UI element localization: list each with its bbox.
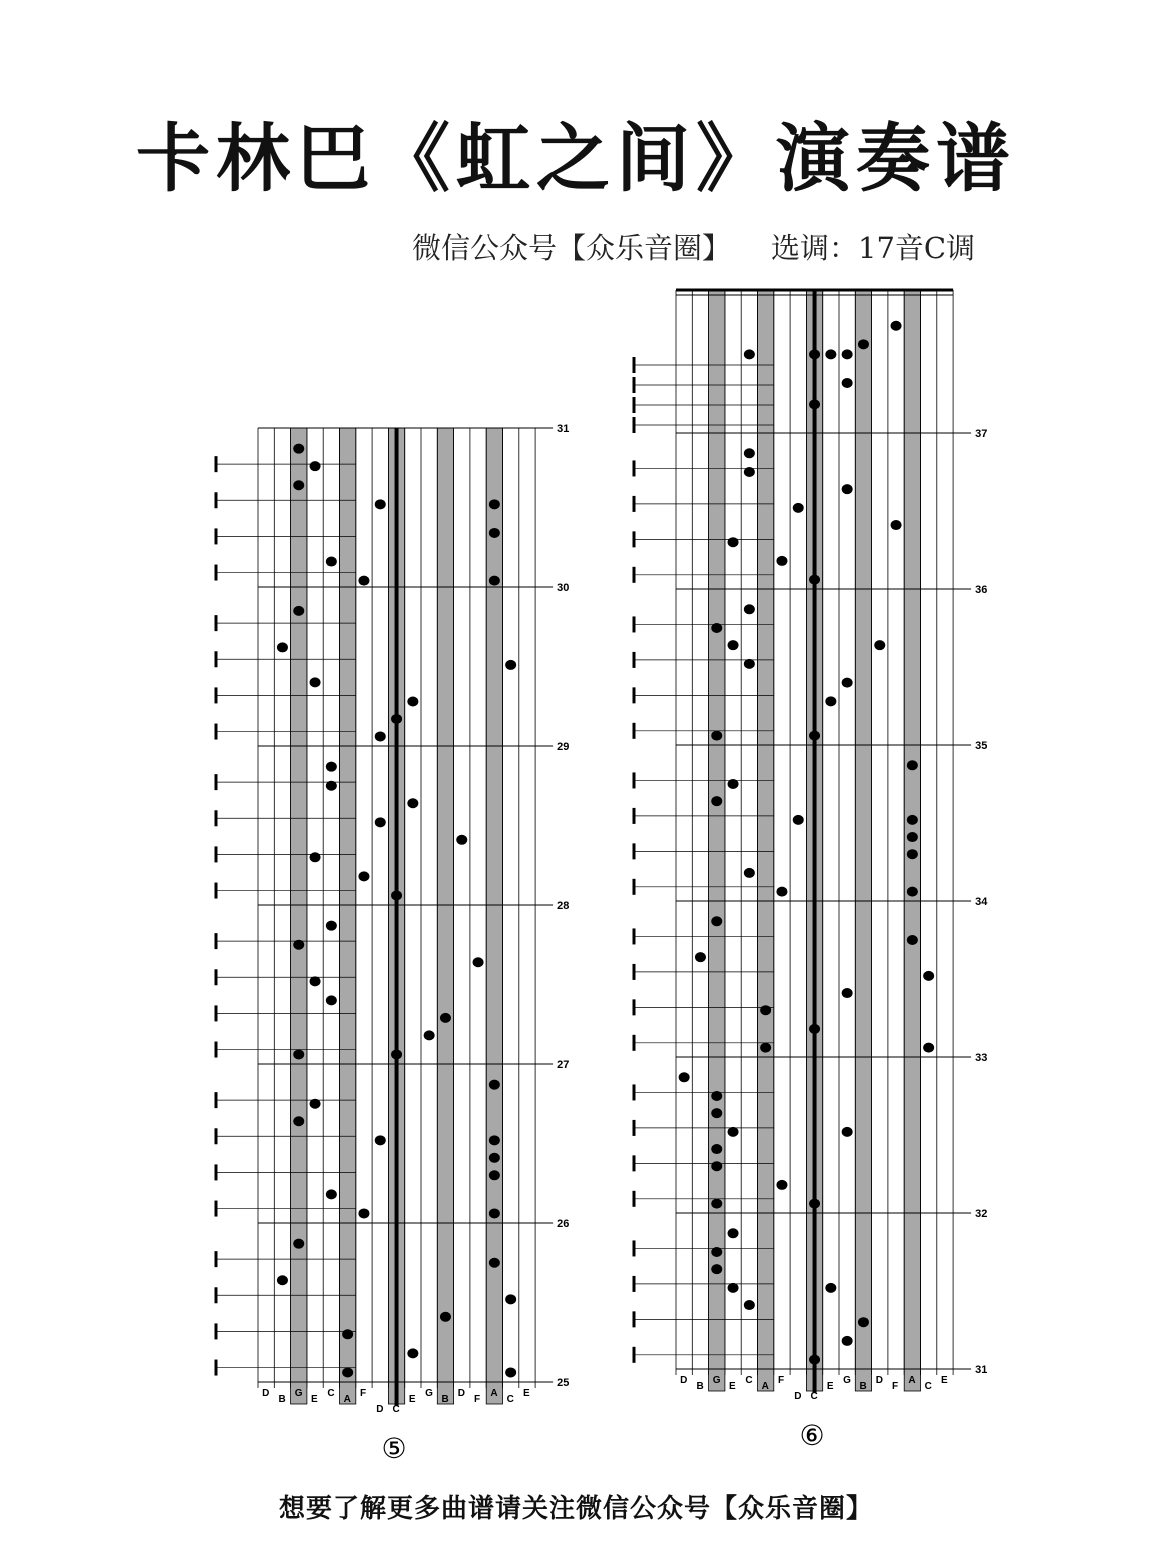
note (923, 971, 934, 981)
note (776, 1180, 787, 1190)
measure-number: 32 (975, 1208, 988, 1220)
note (326, 1189, 337, 1199)
page-title: 卡林巴《虹之间》演奏谱 (136, 116, 1016, 202)
key-label: E (826, 1381, 834, 1392)
note (489, 576, 500, 586)
note (728, 1283, 739, 1293)
note (858, 1317, 869, 1327)
note (310, 461, 321, 471)
note (744, 448, 755, 458)
tine-shade (486, 428, 502, 1404)
note (809, 1024, 820, 1034)
key-label: E (408, 1394, 416, 1405)
note (293, 480, 304, 490)
note (489, 1170, 500, 1180)
note (375, 731, 386, 741)
key-label: C (745, 1375, 753, 1386)
measure-number: 27 (557, 1059, 570, 1071)
note (858, 339, 869, 349)
note (473, 957, 484, 967)
note (326, 995, 337, 1005)
note (326, 921, 337, 931)
tine-shade (758, 290, 774, 1391)
note (711, 1247, 722, 1257)
note (489, 1135, 500, 1145)
note (293, 1116, 304, 1126)
key-label: A (908, 1375, 916, 1386)
note (891, 321, 902, 331)
note (407, 1348, 418, 1358)
note (375, 1135, 386, 1145)
measure-number: 26 (557, 1218, 570, 1230)
note (342, 1329, 353, 1339)
footer-note: 想要了解更多曲谱请关注微信公众号【众乐音圈】 (278, 1494, 873, 1524)
note (326, 781, 337, 791)
note (907, 760, 918, 770)
measure-number: 25 (557, 1377, 570, 1389)
kalimba-sheet-6 (634, 290, 988, 1452)
note (809, 575, 820, 585)
measure-number: 31 (975, 1364, 988, 1376)
key-label: E (522, 1388, 530, 1399)
key-label: F (777, 1375, 785, 1386)
note (342, 1367, 353, 1377)
key-label: G (712, 1375, 721, 1386)
key-label: C (924, 1381, 932, 1392)
sheet-number: ⑤ (381, 1432, 407, 1465)
note (825, 1283, 836, 1293)
key-label: C (392, 1404, 400, 1415)
note (277, 642, 288, 652)
note (711, 1199, 722, 1209)
note (711, 916, 722, 926)
measure-number: 36 (975, 584, 988, 596)
key-label: B (441, 1394, 449, 1405)
note (310, 976, 321, 986)
note (809, 1355, 820, 1365)
note (793, 815, 804, 825)
note (874, 640, 885, 650)
key-label: D (262, 1388, 270, 1399)
note (407, 798, 418, 808)
note (407, 696, 418, 706)
measure-number: 31 (557, 423, 570, 435)
note (711, 1091, 722, 1101)
key-label: C (327, 1388, 335, 1399)
key-label: E (729, 1381, 736, 1392)
note (310, 1099, 321, 1109)
note (358, 1208, 369, 1218)
note (695, 952, 706, 962)
tine-shade (291, 428, 307, 1404)
key-label: D (680, 1375, 688, 1386)
note (391, 714, 402, 724)
note (907, 832, 918, 842)
note (489, 1258, 500, 1268)
key-label: D (794, 1391, 802, 1402)
note (760, 1005, 771, 1015)
note (760, 1043, 771, 1053)
sheet-number: ⑥ (799, 1419, 825, 1452)
note (809, 731, 820, 741)
note (842, 988, 853, 998)
measure-number: 29 (557, 741, 570, 753)
note (744, 604, 755, 614)
key-label: D (457, 1388, 465, 1399)
note (358, 576, 369, 586)
key-label: F (892, 1381, 899, 1392)
note (293, 444, 304, 454)
note (744, 1300, 755, 1310)
measure-number: 37 (975, 428, 988, 440)
measure-number: 33 (975, 1052, 988, 1064)
note (793, 503, 804, 513)
note (728, 1127, 739, 1137)
tine-shade (709, 290, 725, 1391)
note (809, 399, 820, 409)
note (358, 871, 369, 881)
note (391, 1049, 402, 1059)
measure-number: 30 (557, 582, 570, 594)
note (440, 1013, 451, 1023)
note (711, 1264, 722, 1274)
note (728, 1228, 739, 1238)
note (440, 1312, 451, 1322)
note (744, 467, 755, 477)
key-label: B (278, 1394, 286, 1405)
note (744, 868, 755, 878)
note (728, 640, 739, 650)
note (424, 1030, 435, 1040)
note (505, 660, 516, 670)
note (776, 556, 787, 566)
tine-shade (437, 428, 453, 1404)
note (891, 520, 902, 530)
note (744, 349, 755, 359)
note (310, 677, 321, 687)
key-label: G (843, 1375, 851, 1386)
note (809, 349, 820, 359)
note (326, 557, 337, 567)
note (907, 849, 918, 859)
note (489, 1208, 500, 1218)
note (711, 1108, 722, 1118)
note (711, 1144, 722, 1154)
note (907, 935, 918, 945)
key-label: F (359, 1388, 367, 1399)
note (489, 528, 500, 538)
note (744, 659, 755, 669)
note (375, 499, 386, 509)
note (293, 1049, 304, 1059)
note (489, 1153, 500, 1163)
note (326, 762, 337, 772)
key-label: G (294, 1388, 303, 1399)
measure-number: 34 (975, 896, 988, 908)
note (489, 499, 500, 509)
note (293, 606, 304, 616)
note (293, 940, 304, 950)
key-label: A (343, 1394, 351, 1405)
key-label: D (875, 1375, 883, 1386)
note (842, 484, 853, 494)
note (505, 1294, 516, 1304)
tine-shade (340, 428, 356, 1404)
note (375, 817, 386, 827)
note (842, 1127, 853, 1137)
note (776, 887, 787, 897)
note (505, 1367, 516, 1377)
key-label: A (490, 1388, 498, 1399)
account-label: 微信公众号【众乐音圈】 (412, 231, 732, 265)
key-label: C (810, 1391, 818, 1402)
key-label: D (376, 1404, 384, 1415)
note (728, 779, 739, 789)
note (679, 1072, 690, 1082)
note (809, 1199, 820, 1209)
note (842, 678, 853, 688)
key-label: 选调：17音C调 (771, 231, 976, 265)
note (489, 1080, 500, 1090)
note (842, 349, 853, 359)
note (293, 1239, 304, 1249)
measure-number: 28 (557, 900, 570, 912)
note (907, 815, 918, 825)
key-label: C (506, 1394, 514, 1405)
measure-number: 35 (975, 740, 988, 752)
key-label: B (696, 1381, 704, 1392)
note (907, 887, 918, 897)
note (456, 835, 467, 845)
key-label: B (859, 1381, 867, 1392)
note (711, 623, 722, 633)
tine-shade (855, 290, 871, 1391)
note (391, 890, 402, 900)
key-label: F (474, 1394, 481, 1405)
note (711, 796, 722, 806)
key-label: G (425, 1388, 433, 1399)
note (842, 378, 853, 388)
note (923, 1043, 934, 1053)
note (711, 1161, 722, 1171)
note (711, 731, 722, 741)
note (825, 696, 836, 706)
note (277, 1275, 288, 1285)
note (842, 1336, 853, 1346)
note (310, 852, 321, 862)
key-label: E (940, 1375, 948, 1386)
key-label: A (761, 1381, 769, 1392)
key-label: E (311, 1394, 318, 1405)
note (728, 537, 739, 547)
kalimba-sheet-5 (216, 423, 569, 1465)
note (825, 349, 836, 359)
